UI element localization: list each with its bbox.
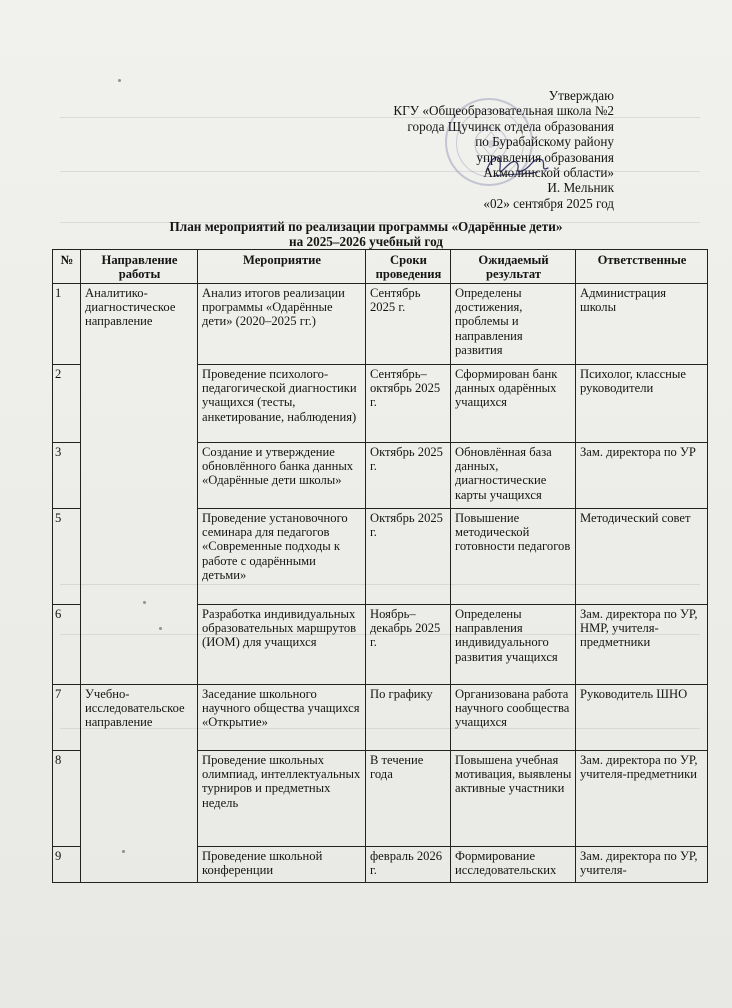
row-result: Определены направления индивидуального развития учащихся	[451, 605, 576, 685]
row-timing: февраль 2026 г.	[366, 847, 451, 883]
row-num: 8	[53, 751, 81, 847]
row-event: Проведение установочного семинара для педагогов «Современные подходы к работе с одарёнными детьми»	[198, 509, 366, 605]
row-timing: Октябрь 2025 г.	[366, 509, 451, 605]
row-timing: Сентябрь 2025 г.	[366, 284, 451, 365]
row-num: 7	[53, 685, 81, 751]
approval-line: по Бурабайскому району	[475, 134, 614, 150]
approval-line: управления образования	[476, 149, 614, 165]
row-timing: В течение года	[366, 751, 451, 847]
row-timing: По графику	[366, 685, 451, 751]
row-responsible: Руководитель ШНО	[576, 685, 708, 751]
row-event: Заседание школьного научного общества учащихся «Открытие»	[198, 685, 366, 751]
table-row	[53, 685, 708, 751]
row-responsible: Зам. директора по УР, НМР, учителя-предметники	[576, 605, 708, 685]
row-result: Организована работа научного сообщества учащихся	[451, 685, 576, 751]
row-event: Проведение психолого-педагогической диагностики учащихся (тесты, анкетирование, наблюдения)	[198, 365, 366, 443]
row-event: Проведение школьной конференции	[198, 847, 366, 883]
scan-speck	[143, 601, 146, 604]
approval-block	[393, 88, 614, 211]
header-responsible: Ответственные	[576, 250, 708, 284]
header-num: №	[53, 250, 81, 284]
row-direction: Аналитико-диагностическое направление	[81, 284, 198, 685]
events-table	[52, 249, 708, 883]
header-direction: Направление работы	[81, 250, 198, 284]
row-event: Разработка индивидуальных образовательных маршрутов (ИОМ) для учащихся	[198, 605, 366, 685]
scan-speck	[159, 627, 162, 630]
approval-line: «02» сентября 2025 год	[483, 195, 614, 211]
table-header-row	[53, 250, 708, 284]
plan-subtitle: на 2025–2026 учебный год	[289, 234, 443, 249]
row-responsible: Психолог, классные руководители	[576, 365, 708, 443]
row-timing: Сентябрь–октябрь 2025 г.	[366, 365, 451, 443]
plan-title: План мероприятий по реализации программы «Одарённые дети»	[169, 219, 563, 234]
approval-line: города Щучинск отдела образования	[407, 118, 614, 134]
row-result: Формирование исследовательских	[451, 847, 576, 883]
row-direction: Учебно-исследовательское направление	[81, 685, 198, 883]
row-result: Повышена учебная мотивация, выявлены активные участники	[451, 751, 576, 847]
row-responsible: Зам. директора по УР	[576, 443, 708, 509]
row-num: 6	[53, 605, 81, 685]
table-row	[53, 284, 708, 365]
row-responsible: Администрация школы	[576, 284, 708, 365]
approval-line: Акмолинской области»	[483, 165, 614, 181]
row-timing: Октябрь 2025 г.	[366, 443, 451, 509]
row-responsible: Зам. директора по УР, учителя-	[576, 847, 708, 883]
approval-line: Утверждаю	[548, 88, 614, 103]
row-responsible: Методический совет	[576, 509, 708, 605]
row-event: Создание и утверждение обновлённого банка данных «Одарённые дети школы»	[198, 443, 366, 509]
scan-speck	[118, 79, 121, 82]
row-event: Проведение школьных олимпиад, интеллектуальных турниров и предметных недель	[198, 751, 366, 847]
approval-line: КГУ «Общеобразовательная школа №2	[393, 103, 614, 119]
row-timing: Ноябрь–декабрь 2025 г.	[366, 605, 451, 685]
row-num: 1	[53, 284, 81, 365]
row-result: Сформирован банк данных одарённых учащихся	[451, 365, 576, 443]
row-num: 2	[53, 365, 81, 443]
header-result: Ожидаемый результат	[451, 250, 576, 284]
header-event: Мероприятие	[198, 250, 366, 284]
row-num: 3	[53, 443, 81, 509]
scan-speck	[122, 850, 125, 853]
row-event: Анализ итогов реализации программы «Одарённые дети» (2020–2025 гг.)	[198, 284, 366, 365]
row-num: 9	[53, 847, 81, 883]
approval-line: И. Мельник	[547, 180, 614, 196]
row-result: Определены достижения, проблемы и направления развития	[451, 284, 576, 365]
row-responsible: Зам. директора по УР, учителя-предметники	[576, 751, 708, 847]
row-num: 5	[53, 509, 81, 605]
header-timing: Сроки проведения	[366, 250, 451, 284]
row-result: Повышение методической готовности педагогов	[451, 509, 576, 605]
row-result: Обновлённая база данных, диагностические карты учащихся	[451, 443, 576, 509]
